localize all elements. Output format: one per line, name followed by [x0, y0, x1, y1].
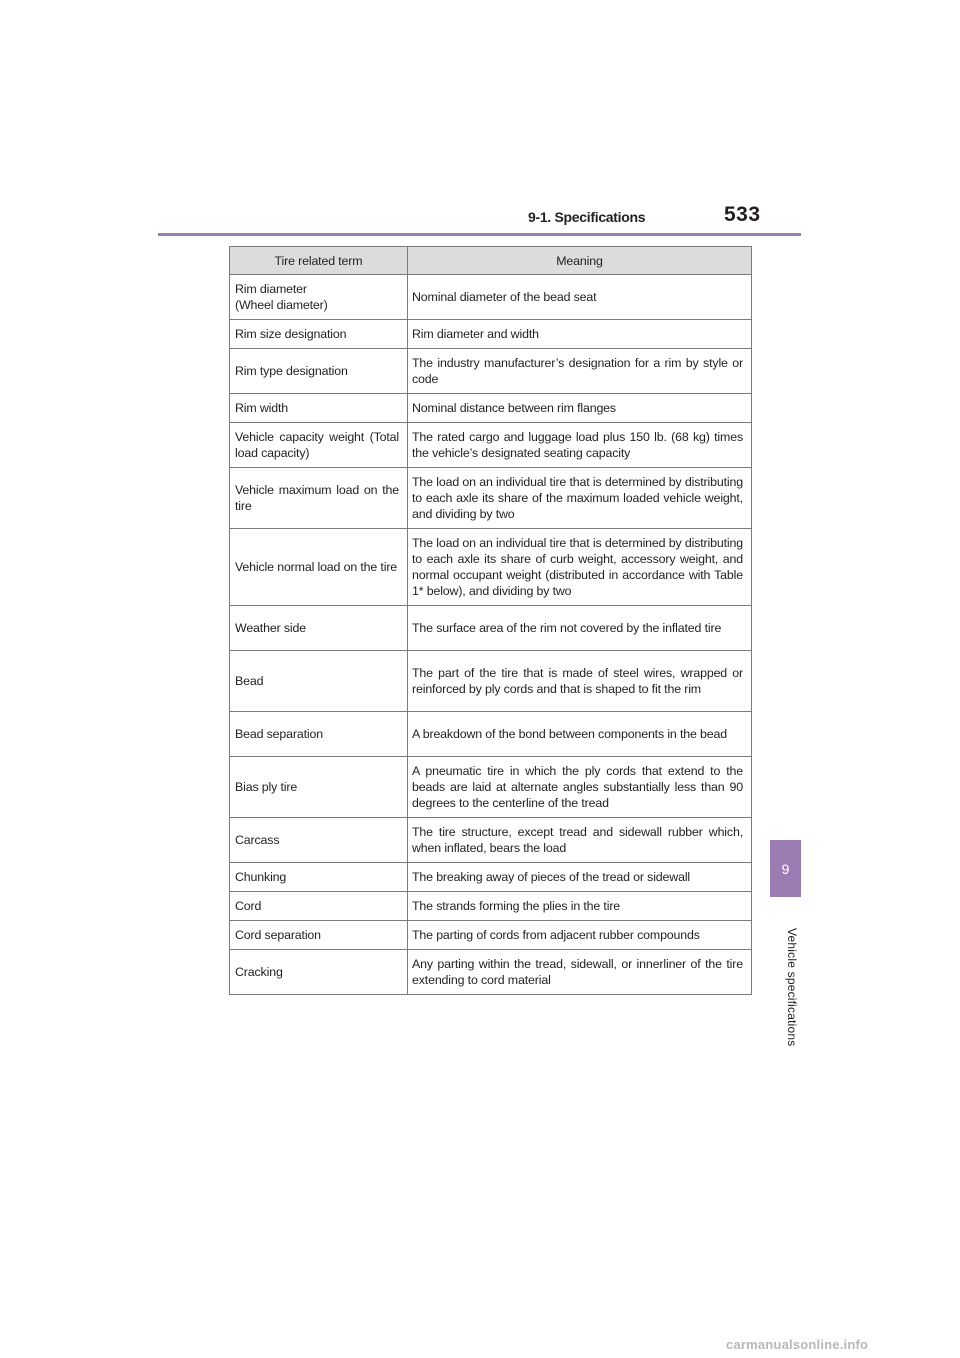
meaning-cell: Rim diameter and width: [408, 320, 752, 349]
table-row: [230, 423, 752, 468]
table-row: [230, 320, 752, 349]
term-cell: Rim size designation: [230, 320, 408, 349]
table-row: [230, 394, 752, 423]
meaning-cell: Any parting within the tread, sidewall, or innerliner of the tire extending to cord material: [408, 950, 752, 995]
term-cell: Bias ply tire: [230, 757, 408, 818]
meaning-cell: The load on an individual tire that is determined by distributing to each axle its share of curb weight, accessory weight, and normal occupant weight (distributed in accordance with Table 1* below), and dividing by two: [408, 529, 752, 606]
table-row: [230, 349, 752, 394]
header-divider: [158, 233, 801, 236]
watermark-text: carmanualsonline.info: [726, 1337, 869, 1352]
term-cell: Vehicle maximum load on the tire: [230, 468, 408, 529]
term-cell: Carcass: [230, 818, 408, 863]
table-row: [230, 275, 752, 320]
meaning-cell: The surface area of the rim not covered by the inflated tire: [408, 606, 752, 651]
table-row: [230, 863, 752, 892]
chapter-tab[interactable]: [770, 840, 801, 897]
chapter-number: 9: [781, 860, 790, 877]
meaning-cell: The rated cargo and luggage load plus 150 lb. (68 kg) times the vehicle’s designated seating capacity: [408, 423, 752, 468]
meaning-cell: The strands forming the plies in the tire: [408, 892, 752, 921]
table-row: [230, 818, 752, 863]
page-number: 533: [724, 203, 761, 226]
meaning-cell: Nominal distance between rim flanges: [408, 394, 752, 423]
term-cell: Cord separation: [230, 921, 408, 950]
table-row: [230, 950, 752, 995]
table-row: [230, 651, 752, 712]
table-row: [230, 757, 752, 818]
column-header-meaning: Meaning: [408, 247, 752, 275]
table-row: [230, 921, 752, 950]
meaning-cell: The parting of cords from adjacent rubber compounds: [408, 921, 752, 950]
term-cell: Rim type designation: [230, 349, 408, 394]
term-text: Rim diameter (Wheel diameter): [235, 281, 328, 312]
meaning-cell: The load on an individual tire that is determined by distributing to each axle its share of the maximum loaded vehicle weight, and dividing by two: [408, 468, 752, 529]
table-header-row: [230, 247, 752, 275]
term-cell: Chunking: [230, 863, 408, 892]
term-cell: Vehicle capacity weight (Total load capacity): [230, 423, 408, 468]
table-row: [230, 529, 752, 606]
table-row: [230, 892, 752, 921]
section-title: 9-1. Specifications: [528, 209, 646, 225]
table-row: [230, 606, 752, 651]
meaning-cell: Nominal diameter of the bead seat: [408, 275, 752, 320]
meaning-cell: The breaking away of pieces of the tread or sidewall: [408, 863, 752, 892]
chapter-title: Vehicle specifications: [785, 928, 799, 1047]
tire-terms-table: [229, 246, 752, 995]
meaning-cell: A breakdown of the bond between components in the bead: [408, 712, 752, 757]
meaning-cell: A pneumatic tire in which the ply cords that extend to the beads are laid at alternate angles substantially less than 90 degrees to the centerline of the tread: [408, 757, 752, 818]
meaning-cell: The industry manufacturer’s designation for a rim by style or code: [408, 349, 752, 394]
term-cell: Rim width: [230, 394, 408, 423]
term-cell: [230, 275, 408, 320]
term-cell: Weather side: [230, 606, 408, 651]
term-cell: Cracking: [230, 950, 408, 995]
meaning-cell: The tire structure, except tread and sidewall rubber which, when inflated, bears the load: [408, 818, 752, 863]
term-cell: Cord: [230, 892, 408, 921]
table-row: [230, 712, 752, 757]
term-cell: Bead: [230, 651, 408, 712]
term-cell: Bead separation: [230, 712, 408, 757]
meaning-cell: The part of the tire that is made of steel wires, wrapped or reinforced by ply cords and that is shaped to fit the rim: [408, 651, 752, 712]
table-row: [230, 468, 752, 529]
term-cell: Vehicle normal load on the tire: [230, 529, 408, 606]
column-header-term: Tire related term: [230, 247, 408, 275]
